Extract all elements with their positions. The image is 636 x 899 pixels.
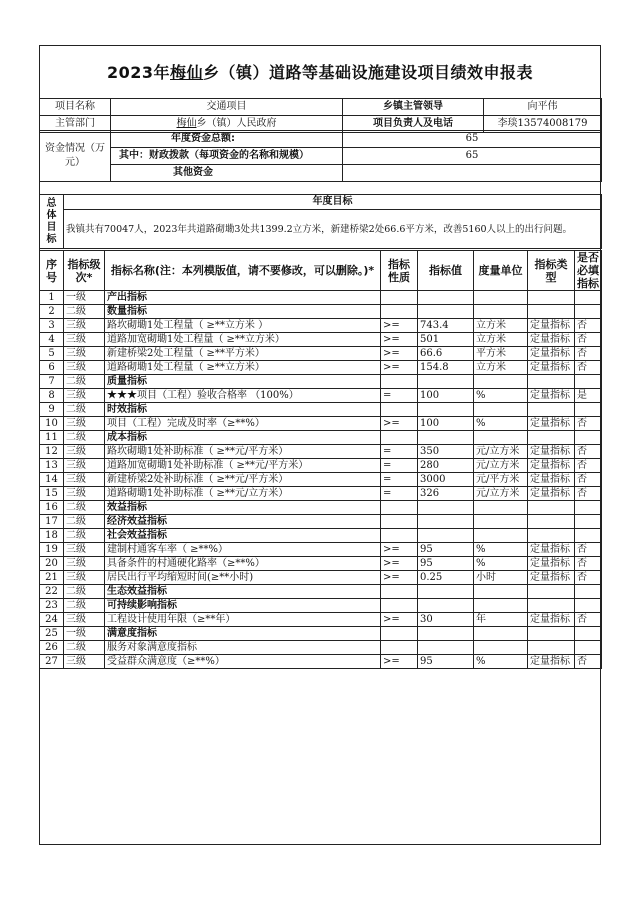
annual-total-value: 65 xyxy=(343,131,602,148)
row-level: 三级 xyxy=(64,333,105,347)
row-level: 三级 xyxy=(64,613,105,627)
row-unit: 元/立方米 xyxy=(474,459,528,473)
row-required: 否 xyxy=(575,571,602,585)
row-type: 定量指标 xyxy=(528,655,575,669)
table-row xyxy=(40,529,602,543)
row-seq: 14 xyxy=(40,473,64,487)
row-type: 定量指标 xyxy=(528,417,575,431)
row-level: 三级 xyxy=(64,445,105,459)
row-seq: 2 xyxy=(40,305,64,319)
row-level: 三级 xyxy=(64,347,105,361)
row-nature: >= xyxy=(381,333,418,347)
row-level: 三级 xyxy=(64,473,105,487)
row-unit xyxy=(474,305,528,319)
row-seq: 11 xyxy=(40,431,64,445)
row-nature xyxy=(381,403,418,417)
row-unit xyxy=(474,403,528,417)
page-title xyxy=(39,60,601,83)
header-value: 指标值 xyxy=(418,251,474,291)
table-row xyxy=(40,347,602,361)
row-name: 效益指标 xyxy=(105,501,381,515)
table-row xyxy=(40,599,602,613)
row-type: 定量指标 xyxy=(528,613,575,627)
row-type xyxy=(528,529,575,543)
row-value: 0.25 xyxy=(418,571,474,585)
row-level: 三级 xyxy=(64,389,105,403)
header-unit: 度量单位 xyxy=(474,251,528,291)
row-nature: >= xyxy=(381,543,418,557)
row-type: 定量指标 xyxy=(528,333,575,347)
row-name: 服务对象满意度指标 xyxy=(105,641,381,655)
row-type: 定量指标 xyxy=(528,445,575,459)
title-rest: 乡（镇）道路等基础设施建设项目绩效申报表 xyxy=(203,63,534,82)
row-name: 时效指标 xyxy=(105,403,381,417)
fiscal-label: 其中：财政拨款（每项资金的名称和规模） xyxy=(111,148,343,165)
row-level: 一级 xyxy=(64,291,105,305)
row-name: 道路加宽砌墈1处补助标准（ ≥**元/平方米） xyxy=(105,459,381,473)
goal-table xyxy=(39,194,602,249)
row-name: 质量指标 xyxy=(105,375,381,389)
table-row xyxy=(40,543,602,557)
row-type: 定量指标 xyxy=(528,571,575,585)
title-year: 2023年 xyxy=(106,63,170,82)
table-row xyxy=(40,305,602,319)
row-required xyxy=(575,305,602,319)
row-required: 否 xyxy=(575,557,602,571)
other-funds-value xyxy=(343,165,602,182)
town-leader-value: 向平伟 xyxy=(484,99,602,116)
row-level: 二级 xyxy=(64,431,105,445)
title-town: 梅仙 xyxy=(170,63,204,82)
row-type: 定量指标 xyxy=(528,389,575,403)
project-name-label: 项目名称 xyxy=(40,99,111,116)
row-seq: 4 xyxy=(40,333,64,347)
row-level: 二级 xyxy=(64,305,105,319)
row-required: 否 xyxy=(575,487,602,501)
row-unit: 平方米 xyxy=(474,347,528,361)
row-unit: % xyxy=(474,557,528,571)
row-level: 二级 xyxy=(64,515,105,529)
row-unit xyxy=(474,501,528,515)
row-required xyxy=(575,515,602,529)
row-seq: 9 xyxy=(40,403,64,417)
row-value xyxy=(418,585,474,599)
row-unit: 元/平方米 xyxy=(474,473,528,487)
table-row xyxy=(40,515,602,529)
row-seq: 3 xyxy=(40,319,64,333)
row-type: 定量指标 xyxy=(528,347,575,361)
manager-label: 项目负责人及电话 xyxy=(343,116,484,133)
row-unit xyxy=(474,375,528,389)
row-required xyxy=(575,501,602,515)
table-row xyxy=(40,655,602,669)
row-name: ★★★项目（工程）验收合格率 （100%） xyxy=(105,389,381,403)
row-unit: % xyxy=(474,389,528,403)
row-type: 定量指标 xyxy=(528,319,575,333)
row-name: 社会效益指标 xyxy=(105,529,381,543)
row-nature xyxy=(381,375,418,389)
row-value: 501 xyxy=(418,333,474,347)
row-type xyxy=(528,431,575,445)
row-required: 否 xyxy=(575,445,602,459)
row-type: 定量指标 xyxy=(528,459,575,473)
row-value xyxy=(418,291,474,305)
row-value xyxy=(418,403,474,417)
other-funds-label: 其他资金 xyxy=(111,165,343,182)
row-type: 定量指标 xyxy=(528,473,575,487)
row-value: 95 xyxy=(418,543,474,557)
project-name-value: 交通项目 xyxy=(111,99,343,116)
table-row xyxy=(40,571,602,585)
row-unit: % xyxy=(474,417,528,431)
project-info-table xyxy=(39,98,602,133)
row-required xyxy=(575,529,602,543)
row-required: 否 xyxy=(575,319,602,333)
row-seq: 25 xyxy=(40,627,64,641)
row-required: 是 xyxy=(575,389,602,403)
row-name: 路坎砌墈1处工程量（ ≥**立方米 ） xyxy=(105,319,381,333)
row-value: 100 xyxy=(418,417,474,431)
row-required: 否 xyxy=(575,613,602,627)
table-row xyxy=(40,361,602,375)
row-unit xyxy=(474,529,528,543)
row-required: 否 xyxy=(575,347,602,361)
row-name: 道路砌墈1处工程量（ ≥**立方米） xyxy=(105,361,381,375)
row-required: 否 xyxy=(575,459,602,473)
row-type xyxy=(528,375,575,389)
row-level: 三级 xyxy=(64,487,105,501)
row-name: 成本指标 xyxy=(105,431,381,445)
row-required xyxy=(575,627,602,641)
table-row xyxy=(40,389,602,403)
row-nature xyxy=(381,291,418,305)
row-nature: = xyxy=(381,459,418,473)
row-value: 326 xyxy=(418,487,474,501)
header-level: 指标级次* xyxy=(64,251,105,291)
row-value: 100 xyxy=(418,389,474,403)
row-nature xyxy=(381,305,418,319)
goal-section-label: 总体目标 xyxy=(40,195,64,249)
row-unit xyxy=(474,431,528,445)
row-nature xyxy=(381,501,418,515)
row-seq: 6 xyxy=(40,361,64,375)
row-unit xyxy=(474,291,528,305)
row-nature xyxy=(381,599,418,613)
row-level: 二级 xyxy=(64,403,105,417)
row-seq: 10 xyxy=(40,417,64,431)
row-seq: 1 xyxy=(40,291,64,305)
row-type xyxy=(528,627,575,641)
row-level: 三级 xyxy=(64,361,105,375)
row-name: 满意度指标 xyxy=(105,627,381,641)
row-name: 新建桥梁2处补助标准（ ≥**元/平方米） xyxy=(105,473,381,487)
row-name: 居民出行平均缩短时间(≥**小时) xyxy=(105,571,381,585)
row-unit: 年 xyxy=(474,613,528,627)
row-value xyxy=(418,305,474,319)
funds-label: 资金情况（万元） xyxy=(40,131,111,182)
indicator-table xyxy=(39,250,602,669)
funds-table xyxy=(39,130,602,182)
row-type xyxy=(528,403,575,417)
row-level: 二级 xyxy=(64,585,105,599)
row-type xyxy=(528,515,575,529)
table-row xyxy=(40,613,602,627)
table-row xyxy=(40,445,602,459)
row-value: 66.6 xyxy=(418,347,474,361)
row-value: 3000 xyxy=(418,473,474,487)
row-type xyxy=(528,291,575,305)
row-name: 生态效益指标 xyxy=(105,585,381,599)
dept-label: 主管部门 xyxy=(40,116,111,133)
header-nature: 指标性质 xyxy=(381,251,418,291)
table-row xyxy=(40,403,602,417)
row-seq: 21 xyxy=(40,571,64,585)
row-value xyxy=(418,627,474,641)
row-nature xyxy=(381,585,418,599)
row-seq: 24 xyxy=(40,613,64,627)
table-row xyxy=(40,459,602,473)
table-row xyxy=(40,557,602,571)
row-nature xyxy=(381,431,418,445)
row-level: 三级 xyxy=(64,655,105,669)
row-name: 受益群众满意度（≥**%） xyxy=(105,655,381,669)
row-required: 否 xyxy=(575,417,602,431)
row-level: 二级 xyxy=(64,599,105,613)
row-seq: 8 xyxy=(40,389,64,403)
row-name: 项目（工程）完成及时率（≥**%） xyxy=(105,417,381,431)
row-seq: 22 xyxy=(40,585,64,599)
row-seq: 16 xyxy=(40,501,64,515)
row-value: 280 xyxy=(418,459,474,473)
row-type: 定量指标 xyxy=(528,361,575,375)
row-level: 二级 xyxy=(64,529,105,543)
header-seq: 序号 xyxy=(40,251,64,291)
row-nature: = xyxy=(381,389,418,403)
row-seq: 12 xyxy=(40,445,64,459)
manager-value: 李琰13574008179 xyxy=(484,116,602,133)
row-name: 道路砌墈1处补助标准（ ≥**元/立方米） xyxy=(105,487,381,501)
row-type xyxy=(528,599,575,613)
row-nature: = xyxy=(381,473,418,487)
row-nature xyxy=(381,627,418,641)
indicator-header-row xyxy=(40,251,602,291)
row-seq: 5 xyxy=(40,347,64,361)
row-nature: = xyxy=(381,487,418,501)
row-seq: 19 xyxy=(40,543,64,557)
table-row xyxy=(40,641,602,655)
table-row xyxy=(40,487,602,501)
row-seq: 18 xyxy=(40,529,64,543)
row-unit: 立方米 xyxy=(474,319,528,333)
row-unit xyxy=(474,627,528,641)
row-unit: 元/立方米 xyxy=(474,487,528,501)
row-level: 二级 xyxy=(64,501,105,515)
row-seq: 27 xyxy=(40,655,64,669)
row-name: 数量指标 xyxy=(105,305,381,319)
row-name: 可持续影响指标 xyxy=(105,599,381,613)
header-name: 指标名称(注：本列模版值，请不要修改，可以删除。)* xyxy=(105,251,381,291)
row-name: 产出指标 xyxy=(105,291,381,305)
row-nature: >= xyxy=(381,319,418,333)
table-row xyxy=(40,375,602,389)
row-level: 三级 xyxy=(64,417,105,431)
row-nature: >= xyxy=(381,361,418,375)
row-unit: 立方米 xyxy=(474,333,528,347)
table-row xyxy=(40,417,602,431)
row-unit: 元/立方米 xyxy=(474,445,528,459)
row-nature: = xyxy=(381,445,418,459)
table-row xyxy=(40,291,602,305)
row-required: 否 xyxy=(575,333,602,347)
row-name: 工程设计使用年限（≥**年） xyxy=(105,613,381,627)
row-level: 三级 xyxy=(64,543,105,557)
row-unit: % xyxy=(474,543,528,557)
row-nature: >= xyxy=(381,557,418,571)
row-level: 二级 xyxy=(64,375,105,389)
table-row xyxy=(40,333,602,347)
row-seq: 23 xyxy=(40,599,64,613)
row-unit xyxy=(474,515,528,529)
row-nature xyxy=(381,641,418,655)
row-level: 二级 xyxy=(64,641,105,655)
row-name: 路坎砌墈1处补助标准（ ≥**元/平方米） xyxy=(105,445,381,459)
row-required: 否 xyxy=(575,473,602,487)
row-nature: >= xyxy=(381,571,418,585)
row-name: 具备条件的村通硬化路率（≥**%） xyxy=(105,557,381,571)
row-unit xyxy=(474,585,528,599)
row-name: 道路加宽砌墈1处工程量（ ≥**立方米） xyxy=(105,333,381,347)
row-required xyxy=(575,585,602,599)
row-value: 95 xyxy=(418,557,474,571)
row-required xyxy=(575,431,602,445)
row-required xyxy=(575,291,602,305)
row-name: 经济效益指标 xyxy=(105,515,381,529)
header-type: 指标类型 xyxy=(528,251,575,291)
row-seq: 13 xyxy=(40,459,64,473)
row-seq: 7 xyxy=(40,375,64,389)
row-required xyxy=(575,599,602,613)
town-leader-label: 乡镇主管领导 xyxy=(343,99,484,116)
row-type xyxy=(528,585,575,599)
row-required xyxy=(575,403,602,417)
row-value: 154.8 xyxy=(418,361,474,375)
row-type xyxy=(528,641,575,655)
table-row xyxy=(40,501,602,515)
row-value: 743.4 xyxy=(418,319,474,333)
table-row xyxy=(40,431,602,445)
dept-town: 梅仙 xyxy=(176,118,197,129)
row-seq: 26 xyxy=(40,641,64,655)
row-value xyxy=(418,641,474,655)
row-value xyxy=(418,375,474,389)
row-level: 三级 xyxy=(64,319,105,333)
row-required xyxy=(575,641,602,655)
row-value xyxy=(418,515,474,529)
row-name: 建制村通客车率（ ≥**%） xyxy=(105,543,381,557)
row-required: 否 xyxy=(575,543,602,557)
row-type xyxy=(528,501,575,515)
row-nature: >= xyxy=(381,655,418,669)
row-unit: % xyxy=(474,655,528,669)
row-nature: >= xyxy=(381,347,418,361)
row-seq: 20 xyxy=(40,557,64,571)
table-row xyxy=(40,585,602,599)
row-unit: 小时 xyxy=(474,571,528,585)
goal-header: 年度目标 xyxy=(64,195,602,210)
table-row xyxy=(40,319,602,333)
row-value xyxy=(418,431,474,445)
annual-total-label: 年度资金总额: xyxy=(111,131,343,148)
row-level: 三级 xyxy=(64,557,105,571)
fiscal-value: 65 xyxy=(343,148,602,165)
row-level: 三级 xyxy=(64,571,105,585)
row-value xyxy=(418,501,474,515)
dept-rest: 乡（镇）人民政府 xyxy=(196,118,277,129)
row-type: 定量指标 xyxy=(528,543,575,557)
row-required: 否 xyxy=(575,655,602,669)
row-level: 三级 xyxy=(64,459,105,473)
row-value xyxy=(418,529,474,543)
row-required xyxy=(575,375,602,389)
table-row xyxy=(40,473,602,487)
row-name: 新建桥梁2处工程量（ ≥**平方米） xyxy=(105,347,381,361)
goal-text: 我镇共有70047人，2023年共道路砌墈3处共1399.2立方米，新建桥梁2处66.6平方米，改善5160人以上的出行问题。 xyxy=(64,210,602,249)
row-level: 一级 xyxy=(64,627,105,641)
row-nature xyxy=(381,529,418,543)
row-nature: >= xyxy=(381,613,418,627)
table-row xyxy=(40,627,602,641)
row-unit: 立方米 xyxy=(474,361,528,375)
row-value xyxy=(418,599,474,613)
row-required: 否 xyxy=(575,361,602,375)
row-nature: >= xyxy=(381,417,418,431)
row-seq: 15 xyxy=(40,487,64,501)
row-unit xyxy=(474,641,528,655)
row-type: 定量指标 xyxy=(528,557,575,571)
header-required: 是否必填指标 xyxy=(575,251,602,291)
row-unit xyxy=(474,599,528,613)
row-nature xyxy=(381,515,418,529)
row-type xyxy=(528,305,575,319)
row-value: 95 xyxy=(418,655,474,669)
row-type: 定量指标 xyxy=(528,487,575,501)
row-value: 30 xyxy=(418,613,474,627)
row-value: 350 xyxy=(418,445,474,459)
row-seq: 17 xyxy=(40,515,64,529)
